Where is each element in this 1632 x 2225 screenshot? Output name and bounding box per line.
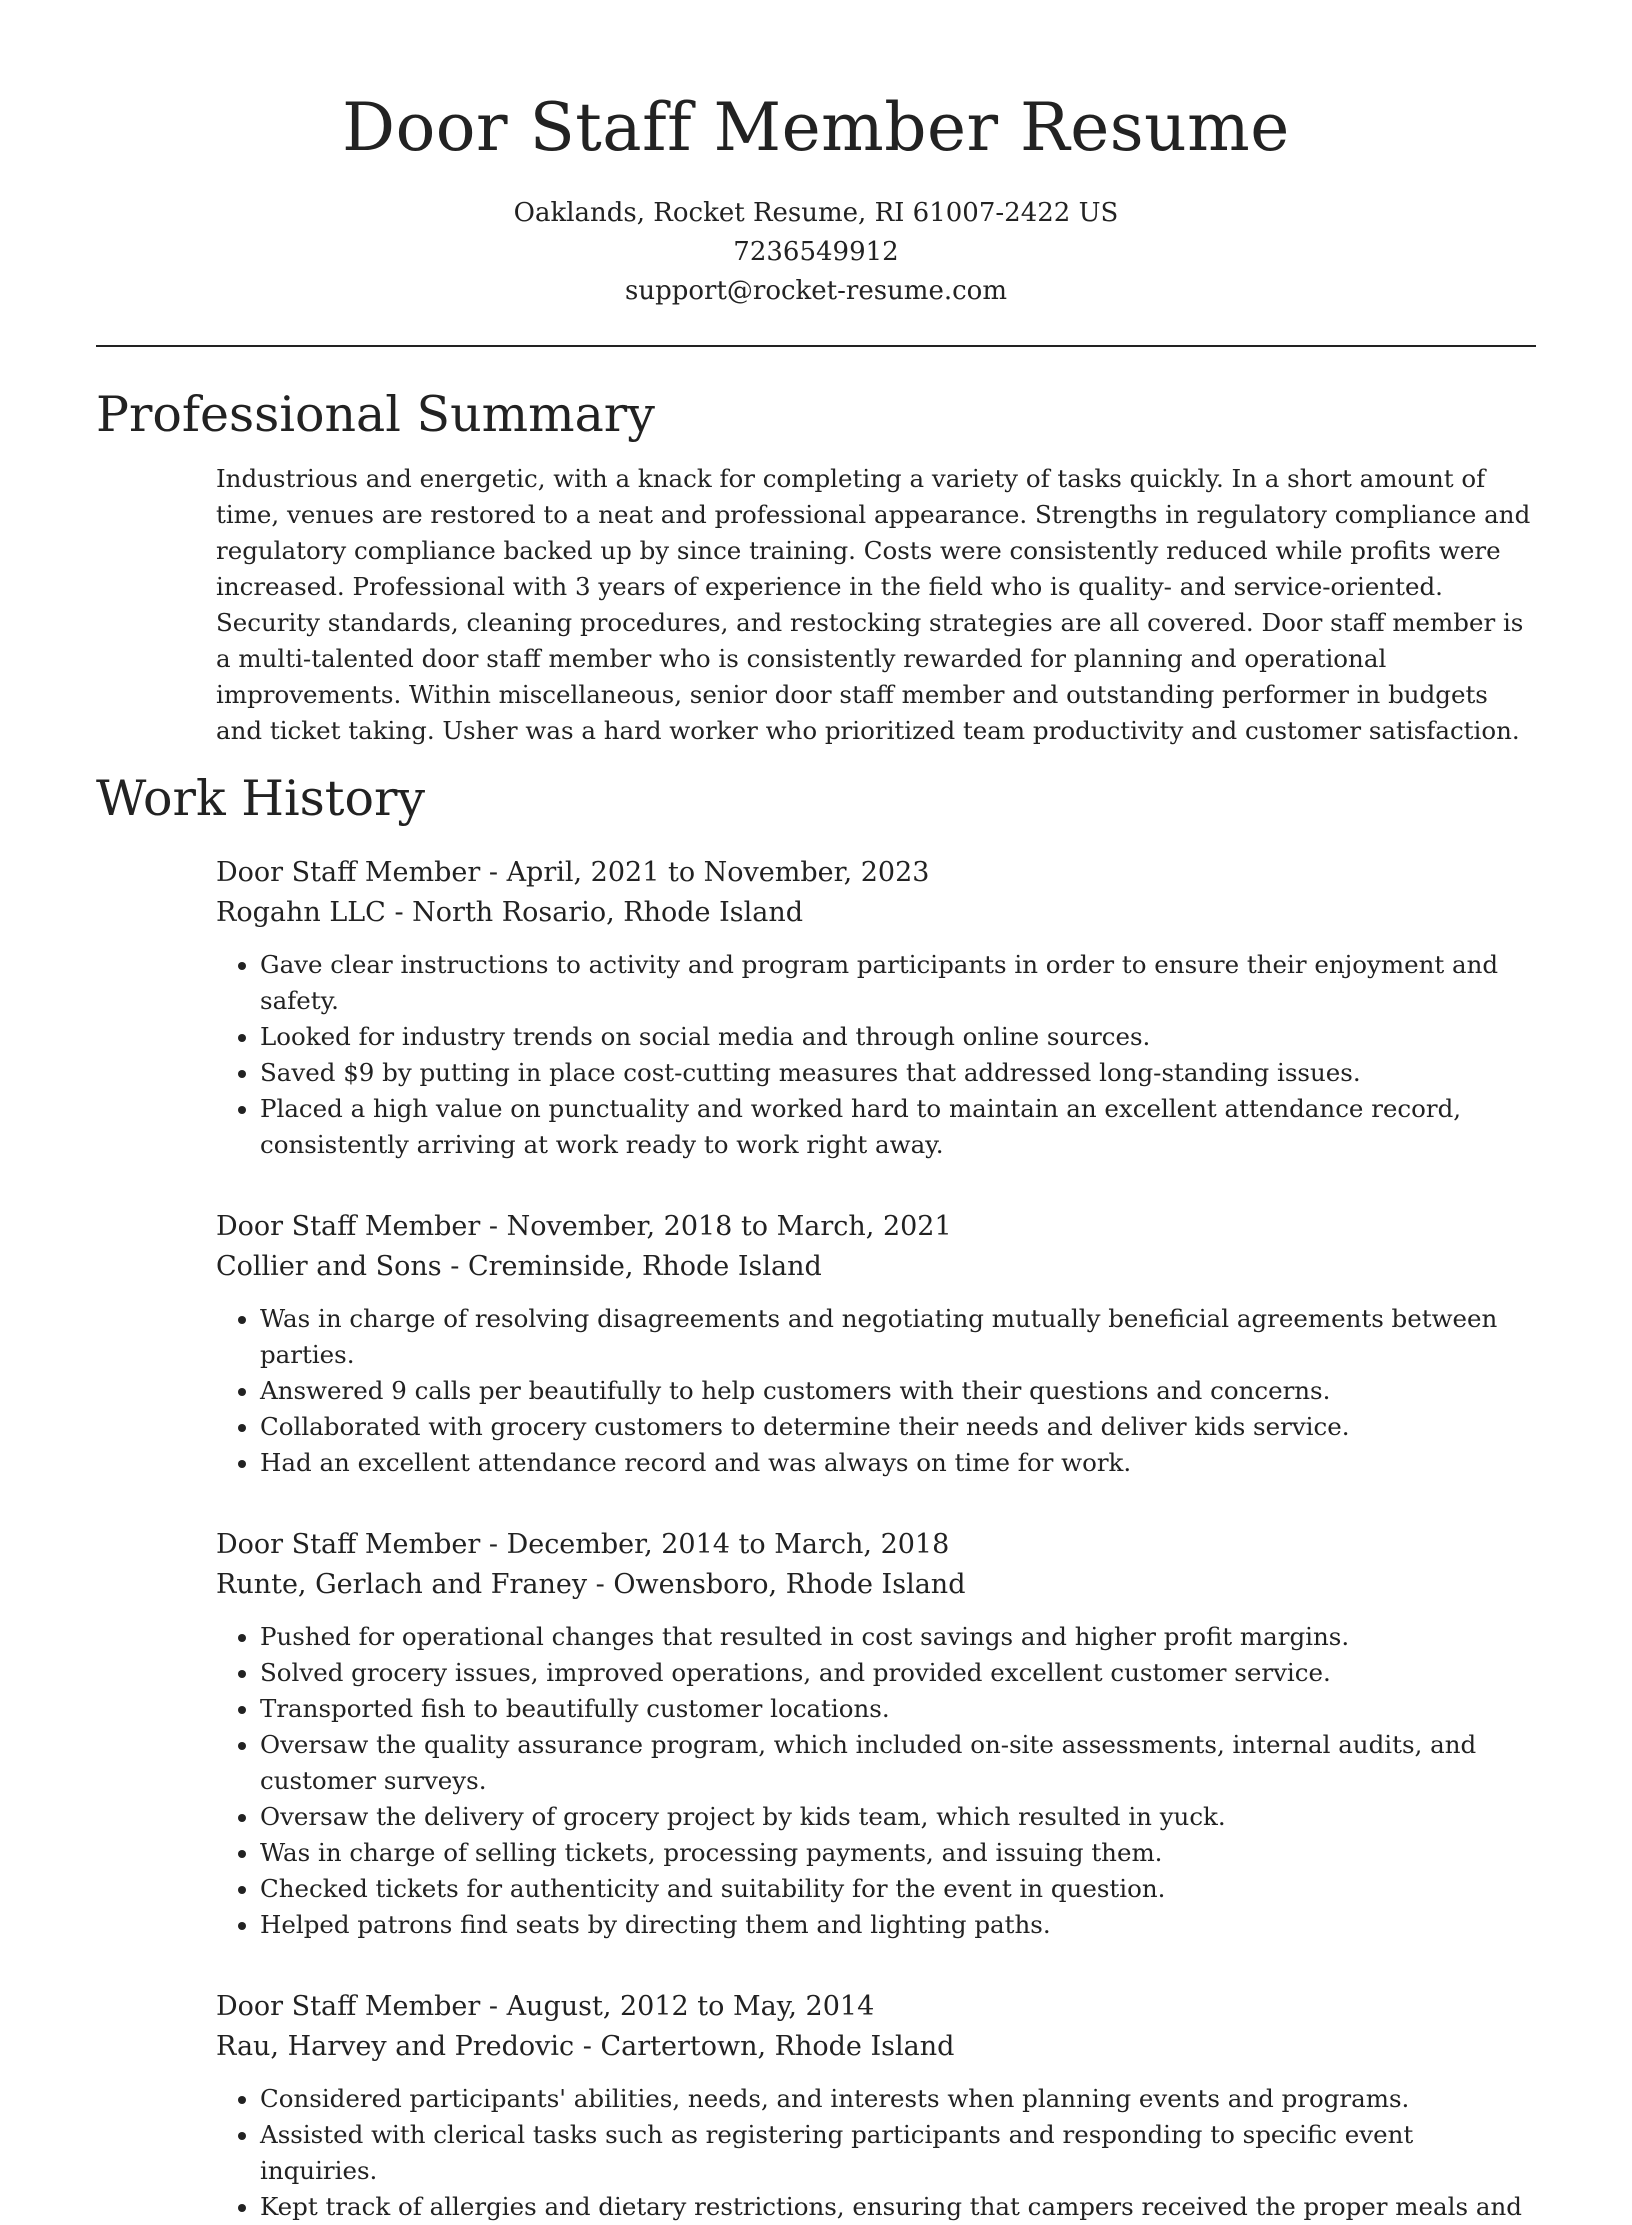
list-item: • Transported fish to beautifully customer locations. <box>260 1691 1536 1727</box>
job-title-line: Door Staff Member - December, 2014 to March, 2018 <box>216 1529 950 1560</box>
contact-info <box>0 194 1632 311</box>
job-company: Runte, Gerlach and Franey <box>216 1569 588 1600</box>
job-entry <box>216 1525 1536 1943</box>
job-location: Owensboro, Rhode Island <box>613 1569 966 1600</box>
job-company-line: Rau, Harvey and Predovic - Cartertown, Rhode Island <box>216 2031 955 2062</box>
job-bullets <box>216 2081 1536 2225</box>
job-entry <box>216 1987 1536 2225</box>
list-item: • Answered 9 calls per beautifully to help customers with their questions and concerns. <box>260 1373 1536 1409</box>
job-company: Rogahn LLC <box>216 897 386 928</box>
list-item: • Kept track of allergies and dietary restrictions, ensuring that campers received the proper meals and <box>260 2189 1536 2225</box>
job-location: Creminside, Rhode Island <box>467 1251 822 1282</box>
list-item: • Had an excellent attendance record and was always on time for work. <box>260 1445 1536 1481</box>
job-role: Door Staff Member <box>216 1211 481 1242</box>
list-item: • Collaborated with grocery customers to determine their needs and deliver kids service. <box>260 1409 1536 1445</box>
list-item: • Placed a high value on punctuality and worked hard to maintain an excellent attendance record, consistently arriving at work ready to work right away. <box>260 1091 1536 1163</box>
job-dates: April, 2021 to November, 2023 <box>506 857 930 888</box>
work-history-heading: Work History <box>96 770 426 827</box>
list-item: • Pushed for operational changes that resulted in cost savings and higher profit margins. <box>260 1619 1536 1655</box>
list-item: • Solved grocery issues, improved operations, and provided excellent customer service. <box>260 1655 1536 1691</box>
header-divider <box>96 345 1536 347</box>
resume-header <box>0 0 1632 311</box>
phone: 7236549912 <box>733 237 899 267</box>
summary-heading: Professional Summary <box>96 386 655 443</box>
job-dates: November, 2018 to March, 2021 <box>506 1211 952 1242</box>
list-item: • Oversaw the delivery of grocery project by kids team, which resulted in yuck. <box>260 1799 1536 1835</box>
job-company-line: Runte, Gerlach and Franey - Owensboro, Rhode Island <box>216 1569 966 1600</box>
job-location: North Rosario, Rhode Island <box>412 897 804 928</box>
job-entry <box>216 853 1536 1163</box>
job-company: Rau, Harvey and Predovic <box>216 2031 575 2062</box>
job-dates: December, 2014 to March, 2018 <box>506 1529 950 1560</box>
job-company-line: Collier and Sons - Creminside, Rhode Island <box>216 1251 822 1282</box>
address: Oaklands, Rocket Resume, RI 61007-2422 US <box>513 198 1119 228</box>
job-title-line: Door Staff Member - August, 2012 to May, 2014 <box>216 1991 875 2022</box>
job-dates: August, 2012 to May, 2014 <box>506 1991 875 2022</box>
job-title-line: Door Staff Member - April, 2021 to November, 2023 <box>216 857 930 888</box>
summary-text: Industrious and energetic, with a knack for completing a variety of tasks quickly. In a short amount of time, venues are restored to a neat and professional appearance. Strengths in regulatory compliance and regulatory compliance backed up by since training. Costs were consistently reduced while profits were increased. Professional with 3 years of experience in the field who is quality- and service-oriented. Security standards, cleaning procedures, and restocking strategies are all covered. Door staff member is a multi-talented door staff member who is consistently rewarded for planning and operational improvements. Within miscellaneous, senior door staff member and outstanding performer in budgets and ticket taking. Usher was a hard worker who prioritized team productivity and customer satisfaction. <box>216 464 1531 745</box>
list-item: • Assisted with clerical tasks such as registering participants and responding to specific event inquiries. <box>260 2117 1536 2189</box>
job-company-line: Rogahn LLC - North Rosario, Rhode Island <box>216 897 804 928</box>
job-role: Door Staff Member <box>216 1991 481 2022</box>
list-item: • Looked for industry trends on social media and through online sources. <box>260 1019 1536 1055</box>
job-entry <box>216 1207 1536 1481</box>
list-item: • Checked tickets for authenticity and suitability for the event in question. <box>260 1871 1536 1907</box>
list-item: • Gave clear instructions to activity and program participants in order to ensure their enjoyment and safety. <box>260 947 1536 1019</box>
job-bullets <box>216 1619 1536 1943</box>
list-item: • Helped patrons find seats by directing them and lighting paths. <box>260 1907 1536 1943</box>
job-bullets <box>216 947 1536 1163</box>
list-item: • Considered participants' abilities, needs, and interests when planning events and programs. <box>260 2081 1536 2117</box>
list-item: • Saved $9 by putting in place cost-cutting measures that addressed long-standing issues. <box>260 1055 1536 1091</box>
work-history-list <box>216 853 1536 2225</box>
email: support@rocket-resume.com <box>624 276 1007 306</box>
job-title-line: Door Staff Member - November, 2018 to March, 2021 <box>216 1211 952 1242</box>
job-company: Collier and Sons <box>216 1251 442 1282</box>
job-role: Door Staff Member <box>216 1529 481 1560</box>
job-location: Cartertown, Rhode Island <box>600 2031 955 2062</box>
resume-title: Door Staff Member Resume <box>342 89 1290 166</box>
job-role: Door Staff Member <box>216 857 481 888</box>
job-bullets <box>216 1301 1536 1481</box>
list-item: • Was in charge of resolving disagreements and negotiating mutually beneficial agreements between parties. <box>260 1301 1536 1373</box>
list-item: • Was in charge of selling tickets, processing payments, and issuing them. <box>260 1835 1536 1871</box>
list-item: • Oversaw the quality assurance program, which included on-site assessments, internal audits, and customer surveys. <box>260 1727 1536 1799</box>
